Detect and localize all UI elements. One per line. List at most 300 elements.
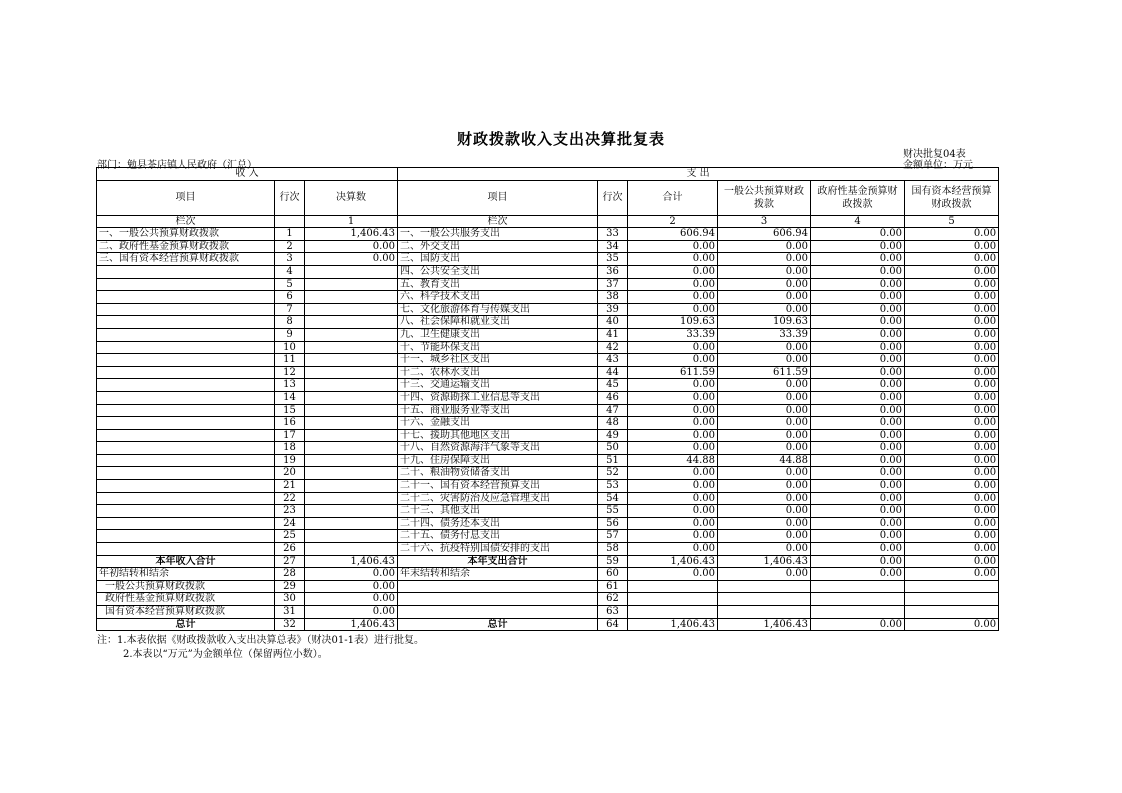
general-budget-amount: 0.00: [718, 291, 811, 304]
expense-line: 43: [598, 354, 628, 367]
general-budget-amount: 0.00: [718, 543, 811, 556]
table-row: [97, 543, 999, 556]
income-item: [97, 303, 275, 316]
total-amount: [628, 593, 718, 606]
general-budget-amount: 0.00: [718, 505, 811, 518]
expense-line: 56: [598, 517, 628, 530]
soe-budget-amount: 0.00: [905, 618, 999, 631]
total-amount: 0.00: [628, 480, 718, 493]
general-budget-amount: 0.00: [718, 278, 811, 291]
table-row: [97, 517, 999, 530]
expense-line: 39: [598, 303, 628, 316]
empty-cell: [275, 215, 305, 228]
expense-item: 二十六、抗疫特别国债安排的支出: [398, 543, 598, 556]
income-line: 26: [275, 543, 305, 556]
table-row: [97, 391, 999, 404]
income-amount: 0.00: [305, 606, 398, 619]
note-2: 2.本表以“万元”为金额单位（保留两位小数）。: [123, 649, 328, 660]
soe-budget-amount: 0.00: [905, 278, 999, 291]
general-budget-amount: [718, 606, 811, 619]
expense-header: 支 出: [398, 168, 999, 181]
income-item: 二、政府性基金预算财政拨款: [97, 240, 275, 253]
income-amount: 0.00: [305, 593, 398, 606]
income-item: [97, 316, 275, 329]
income-amount: 1,406.43: [305, 228, 398, 241]
general-budget-amount: 1,406.43: [718, 618, 811, 631]
fund-budget-amount: 0.00: [811, 568, 905, 581]
expense-line-header: 行次: [598, 180, 628, 215]
income-line: 11: [275, 354, 305, 367]
general-budget-amount: 0.00: [718, 467, 811, 480]
income-item: [97, 417, 275, 430]
general-budget-amount: 0.00: [718, 379, 811, 392]
income-item-header: 项目: [97, 180, 275, 215]
total-amount: 0.00: [628, 240, 718, 253]
income-header: 收 入: [97, 168, 398, 181]
expense-item: 二十三、其他支出: [398, 505, 598, 518]
expense-line: 48: [598, 417, 628, 430]
column-number: 1: [305, 215, 398, 228]
soe-budget-amount: 0.00: [905, 291, 999, 304]
total-amount: 0.00: [628, 467, 718, 480]
general-budget-amount: 0.00: [718, 417, 811, 430]
income-amount: [305, 404, 398, 417]
expense-item: 四、公共安全支出: [398, 265, 598, 278]
income-item: [97, 480, 275, 493]
income-line: 28: [275, 568, 305, 581]
income-line: 25: [275, 530, 305, 543]
fund-budget-amount: 0.00: [811, 253, 905, 266]
income-amount: [305, 429, 398, 442]
income-line: 24: [275, 517, 305, 530]
expense-line: 60: [598, 568, 628, 581]
column-label: 栏次: [398, 215, 598, 228]
income-item: [97, 379, 275, 392]
soe-budget-amount: 0.00: [905, 467, 999, 480]
income-item: [97, 505, 275, 518]
fund-budget-amount: 0.00: [811, 278, 905, 291]
expense-item: 十七、援助其他地区支出: [398, 429, 598, 442]
table-row: [97, 530, 999, 543]
soe-budget-amount: 0.00: [905, 328, 999, 341]
income-item: [97, 366, 275, 379]
expense-line: 58: [598, 543, 628, 556]
general-budget-amount: [718, 580, 811, 593]
general-budget-amount: 0.00: [718, 354, 811, 367]
expense-item: 十三、交通运输支出: [398, 379, 598, 392]
expense-line: 41: [598, 328, 628, 341]
income-line: 16: [275, 417, 305, 430]
general-budget-amount: 0.00: [718, 253, 811, 266]
expense-item: 二十、粮油物资储备支出: [398, 467, 598, 480]
soe-budget-amount: 0.00: [905, 354, 999, 367]
column-number: 5: [905, 215, 999, 228]
total-header: 合计: [628, 180, 718, 215]
general-budget-amount: 0.00: [718, 492, 811, 505]
fund-budget-amount: 0.00: [811, 530, 905, 543]
income-amount: [305, 492, 398, 505]
income-line: 23: [275, 505, 305, 518]
income-item: [97, 442, 275, 455]
soe-budget-amount: 0.00: [905, 253, 999, 266]
income-amount: [305, 417, 398, 430]
table-row: [97, 328, 999, 341]
fund-budget-amount: 0.00: [811, 379, 905, 392]
soe-budget-amount: [905, 593, 999, 606]
total-amount: 109.63: [628, 316, 718, 329]
expense-line: 47: [598, 404, 628, 417]
income-amount: [305, 291, 398, 304]
income-item: [97, 278, 275, 291]
income-line: 10: [275, 341, 305, 354]
table-row: [97, 379, 999, 392]
notes: [97, 634, 424, 662]
table-row: [97, 505, 999, 518]
soe-budget-amount: 0.00: [905, 303, 999, 316]
total-amount: 0.00: [628, 253, 718, 266]
income-amount: 1,406.43: [305, 555, 398, 568]
table-row: [97, 404, 999, 417]
income-item: [97, 454, 275, 467]
table-row: [97, 341, 999, 354]
table-row: [97, 240, 999, 253]
fund-budget-amount: 0.00: [811, 517, 905, 530]
income-line: 1: [275, 228, 305, 241]
fund-budget-amount: 0.00: [811, 480, 905, 493]
table-row: [97, 253, 999, 266]
income-item: [97, 492, 275, 505]
general-budget-amount: 0.00: [718, 517, 811, 530]
fund-budget-amount: 0.00: [811, 240, 905, 253]
budget-table: [96, 167, 999, 631]
expense-item: 二十二、灾害防治及应急管理支出: [398, 492, 598, 505]
expense-item: 五、教育支出: [398, 278, 598, 291]
income-amount: [305, 505, 398, 518]
soe-budget-amount: 0.00: [905, 429, 999, 442]
total-amount: 0.00: [628, 530, 718, 543]
fund-budget-amount: 0.00: [811, 291, 905, 304]
income-item: [97, 404, 275, 417]
total-amount: 33.39: [628, 328, 718, 341]
income-line: 3: [275, 253, 305, 266]
fund-budget-amount: 0.00: [811, 404, 905, 417]
expense-item: [398, 580, 598, 593]
total-amount: 0.00: [628, 354, 718, 367]
income-line: 8: [275, 316, 305, 329]
income-amount: [305, 480, 398, 493]
soe-budget-amount: 0.00: [905, 505, 999, 518]
income-item: [97, 291, 275, 304]
general-budget-amount: 606.94: [718, 228, 811, 241]
general-budget-amount: 33.39: [718, 328, 811, 341]
expense-line: 44: [598, 366, 628, 379]
fund-budget-header: 政府性基金预算财政拨款: [811, 180, 905, 215]
total-amount: 611.59: [628, 366, 718, 379]
soe-budget-amount: 0.00: [905, 454, 999, 467]
fund-budget-amount: 0.00: [811, 555, 905, 568]
expense-line: 64: [598, 618, 628, 631]
table-row: [97, 606, 999, 619]
income-line: 4: [275, 265, 305, 278]
soe-budget-amount: 0.00: [905, 492, 999, 505]
expense-line: 46: [598, 391, 628, 404]
fund-budget-amount: [811, 580, 905, 593]
total-amount: [628, 606, 718, 619]
expense-line: 45: [598, 379, 628, 392]
total-amount: 0.00: [628, 543, 718, 556]
soe-budget-amount: 0.00: [905, 555, 999, 568]
income-item: [97, 467, 275, 480]
income-line: 7: [275, 303, 305, 316]
department-label: 部门：勉县茶店镇人民政府（汇总）: [97, 160, 257, 171]
expense-item-header: 项目: [398, 180, 598, 215]
expense-item: 十四、资源勘探工业信息等支出: [398, 391, 598, 404]
table-row: [97, 417, 999, 430]
income-line: 6: [275, 291, 305, 304]
total-amount: 0.00: [628, 429, 718, 442]
total-amount: 0.00: [628, 341, 718, 354]
fund-budget-amount: 0.00: [811, 341, 905, 354]
expense-item: 三、国防支出: [398, 253, 598, 266]
fund-budget-amount: 0.00: [811, 442, 905, 455]
expense-item: 七、文化旅游体育与传媒支出: [398, 303, 598, 316]
table-row: [97, 429, 999, 442]
income-item: 一般公共预算财政拨款: [97, 580, 275, 593]
income-line: 15: [275, 404, 305, 417]
soe-budget-amount: [905, 606, 999, 619]
soe-budget-amount: 0.00: [905, 379, 999, 392]
income-item: [97, 391, 275, 404]
total-amount: 606.94: [628, 228, 718, 241]
income-amount: 1,406.43: [305, 618, 398, 631]
fund-budget-amount: 0.00: [811, 492, 905, 505]
income-item: [97, 265, 275, 278]
column-number: 3: [718, 215, 811, 228]
soe-budget-amount: 0.00: [905, 417, 999, 430]
income-amount: [305, 530, 398, 543]
expense-line: 52: [598, 467, 628, 480]
table-row: [97, 568, 999, 581]
expense-item: 十二、农林水支出: [398, 366, 598, 379]
table-row: [97, 442, 999, 455]
soe-budget-amount: 0.00: [905, 228, 999, 241]
expense-line: 35: [598, 253, 628, 266]
income-amount: [305, 265, 398, 278]
table-row: [97, 265, 999, 278]
general-budget-amount: 0.00: [718, 429, 811, 442]
income-item: 政府性基金预算财政拨款: [97, 593, 275, 606]
income-item: 本年收入合计: [97, 555, 275, 568]
income-line: 29: [275, 580, 305, 593]
general-budget-amount: 0.00: [718, 530, 811, 543]
income-item: [97, 543, 275, 556]
fund-budget-amount: 0.00: [811, 467, 905, 480]
fund-budget-amount: 0.00: [811, 454, 905, 467]
income-item: [97, 517, 275, 530]
total-amount: 1,406.43: [628, 618, 718, 631]
soe-budget-amount: 0.00: [905, 568, 999, 581]
fund-budget-amount: 0.00: [811, 303, 905, 316]
income-item: 三、国有资本经营预算财政拨款: [97, 253, 275, 266]
general-budget-amount: 0.00: [718, 391, 811, 404]
fund-budget-amount: 0.00: [811, 429, 905, 442]
expense-item: 十九、住房保障支出: [398, 454, 598, 467]
total-amount: 0.00: [628, 303, 718, 316]
general-budget-amount: 611.59: [718, 366, 811, 379]
income-line: 5: [275, 278, 305, 291]
total-amount: 0.00: [628, 379, 718, 392]
income-amount: [305, 454, 398, 467]
note-1: 注：1.本表依据《财政拨款收入支出决算总表》（财决01-1表）进行批复。: [97, 635, 425, 646]
income-item: 国有资本经营预算财政拨款: [97, 606, 275, 619]
expense-item: 十五、商业服务业等支出: [398, 404, 598, 417]
income-line: 30: [275, 593, 305, 606]
income-item: 年初结转和结余: [97, 568, 275, 581]
income-line: 9: [275, 328, 305, 341]
income-line: 18: [275, 442, 305, 455]
income-item: [97, 328, 275, 341]
table-row: [97, 454, 999, 467]
expense-item: 十一、城乡社区支出: [398, 354, 598, 367]
expense-item: 十、节能环保支出: [398, 341, 598, 354]
income-line: 2: [275, 240, 305, 253]
total-amount: 0.00: [628, 517, 718, 530]
total-amount: 0.00: [628, 442, 718, 455]
fund-budget-amount: 0.00: [811, 366, 905, 379]
column-label: 栏次: [97, 215, 275, 228]
expense-item: [398, 606, 598, 619]
expense-line: 42: [598, 341, 628, 354]
expense-item: 十八、自然资源海洋气象等支出: [398, 442, 598, 455]
expense-item: 年末结转和结余: [398, 568, 598, 581]
table-row: [97, 278, 999, 291]
total-amount: 0.00: [628, 391, 718, 404]
table-row: [97, 480, 999, 493]
general-budget-amount: [718, 593, 811, 606]
table-row: [97, 593, 999, 606]
income-amount: 0.00: [305, 253, 398, 266]
soe-budget-amount: 0.00: [905, 442, 999, 455]
income-item: 一、一般公共预算财政拨款: [97, 228, 275, 241]
fund-budget-amount: 0.00: [811, 543, 905, 556]
soe-budget-amount: 0.00: [905, 366, 999, 379]
expense-item: 总计: [398, 618, 598, 631]
soe-budget-amount: 0.00: [905, 404, 999, 417]
income-amount: 0.00: [305, 240, 398, 253]
expense-line: 63: [598, 606, 628, 619]
expense-line: 53: [598, 480, 628, 493]
income-line: 32: [275, 618, 305, 631]
soe-budget-amount: 0.00: [905, 543, 999, 556]
expense-item: 二、外交支出: [398, 240, 598, 253]
expense-item: 一、一般公共服务支出: [398, 228, 598, 241]
fund-budget-amount: [811, 606, 905, 619]
expense-line: 34: [598, 240, 628, 253]
expense-line: 55: [598, 505, 628, 518]
total-amount: 1,406.43: [628, 555, 718, 568]
soe-budget-amount: 0.00: [905, 391, 999, 404]
income-amount: [305, 303, 398, 316]
empty-cell: [598, 215, 628, 228]
unit-label: 金额单位：万元: [903, 160, 973, 171]
income-amount: [305, 379, 398, 392]
general-budget-amount: 0.00: [718, 341, 811, 354]
general-budget-amount: 0.00: [718, 265, 811, 278]
income-amount: 0.00: [305, 568, 398, 581]
general-budget-amount: 0.00: [718, 480, 811, 493]
income-amount: [305, 316, 398, 329]
income-line: 22: [275, 492, 305, 505]
income-amount: [305, 517, 398, 530]
income-line-header: 行次: [275, 180, 305, 215]
expense-item: 二十一、国有资本经营预算支出: [398, 480, 598, 493]
fund-budget-amount: 0.00: [811, 417, 905, 430]
income-line: 12: [275, 366, 305, 379]
total-amount: 0.00: [628, 492, 718, 505]
income-amount: [305, 328, 398, 341]
column-number: 4: [811, 215, 905, 228]
expense-line: 57: [598, 530, 628, 543]
form-code: 财决批复04表: [903, 149, 966, 160]
income-line: 13: [275, 379, 305, 392]
table-row: [97, 303, 999, 316]
total-amount: 44.88: [628, 454, 718, 467]
income-line: 31: [275, 606, 305, 619]
income-line: 17: [275, 429, 305, 442]
income-amount: [305, 341, 398, 354]
column-number: 2: [628, 215, 718, 228]
income-line: 14: [275, 391, 305, 404]
total-amount: 0.00: [628, 291, 718, 304]
fund-budget-amount: 0.00: [811, 391, 905, 404]
fund-budget-amount: 0.00: [811, 354, 905, 367]
general-budget-amount: 0.00: [718, 568, 811, 581]
table-row: [97, 354, 999, 367]
soe-budget-amount: 0.00: [905, 480, 999, 493]
income-item: [97, 354, 275, 367]
general-budget-header: 一般公共预算财政拨款: [718, 180, 811, 215]
soe-budget-header: 国有资本经营预算财政拨款: [905, 180, 999, 215]
soe-budget-amount: 0.00: [905, 341, 999, 354]
table-row: [97, 316, 999, 329]
expense-item: 八、社会保障和就业支出: [398, 316, 598, 329]
total-amount: [628, 580, 718, 593]
income-amount: [305, 442, 398, 455]
expense-item: [398, 593, 598, 606]
final-amount-header: 决算数: [305, 180, 398, 215]
table-row: [97, 580, 999, 593]
general-budget-amount: 1,406.43: [718, 555, 811, 568]
expense-line: 61: [598, 580, 628, 593]
soe-budget-amount: 0.00: [905, 517, 999, 530]
expense-line: 62: [598, 593, 628, 606]
table-row: [97, 366, 999, 379]
general-budget-amount: 44.88: [718, 454, 811, 467]
table-row: [97, 555, 999, 568]
income-amount: [305, 543, 398, 556]
soe-budget-amount: 0.00: [905, 265, 999, 278]
total-amount: 0.00: [628, 265, 718, 278]
expense-item: 六、科学技术支出: [398, 291, 598, 304]
table-row: [97, 228, 999, 241]
soe-budget-amount: 0.00: [905, 530, 999, 543]
fund-budget-amount: 0.00: [811, 228, 905, 241]
page-title: 财政拨款收入支出决算批复表: [456, 130, 665, 148]
expense-line: 49: [598, 429, 628, 442]
income-amount: [305, 467, 398, 480]
income-amount: [305, 391, 398, 404]
fund-budget-amount: 0.00: [811, 316, 905, 329]
